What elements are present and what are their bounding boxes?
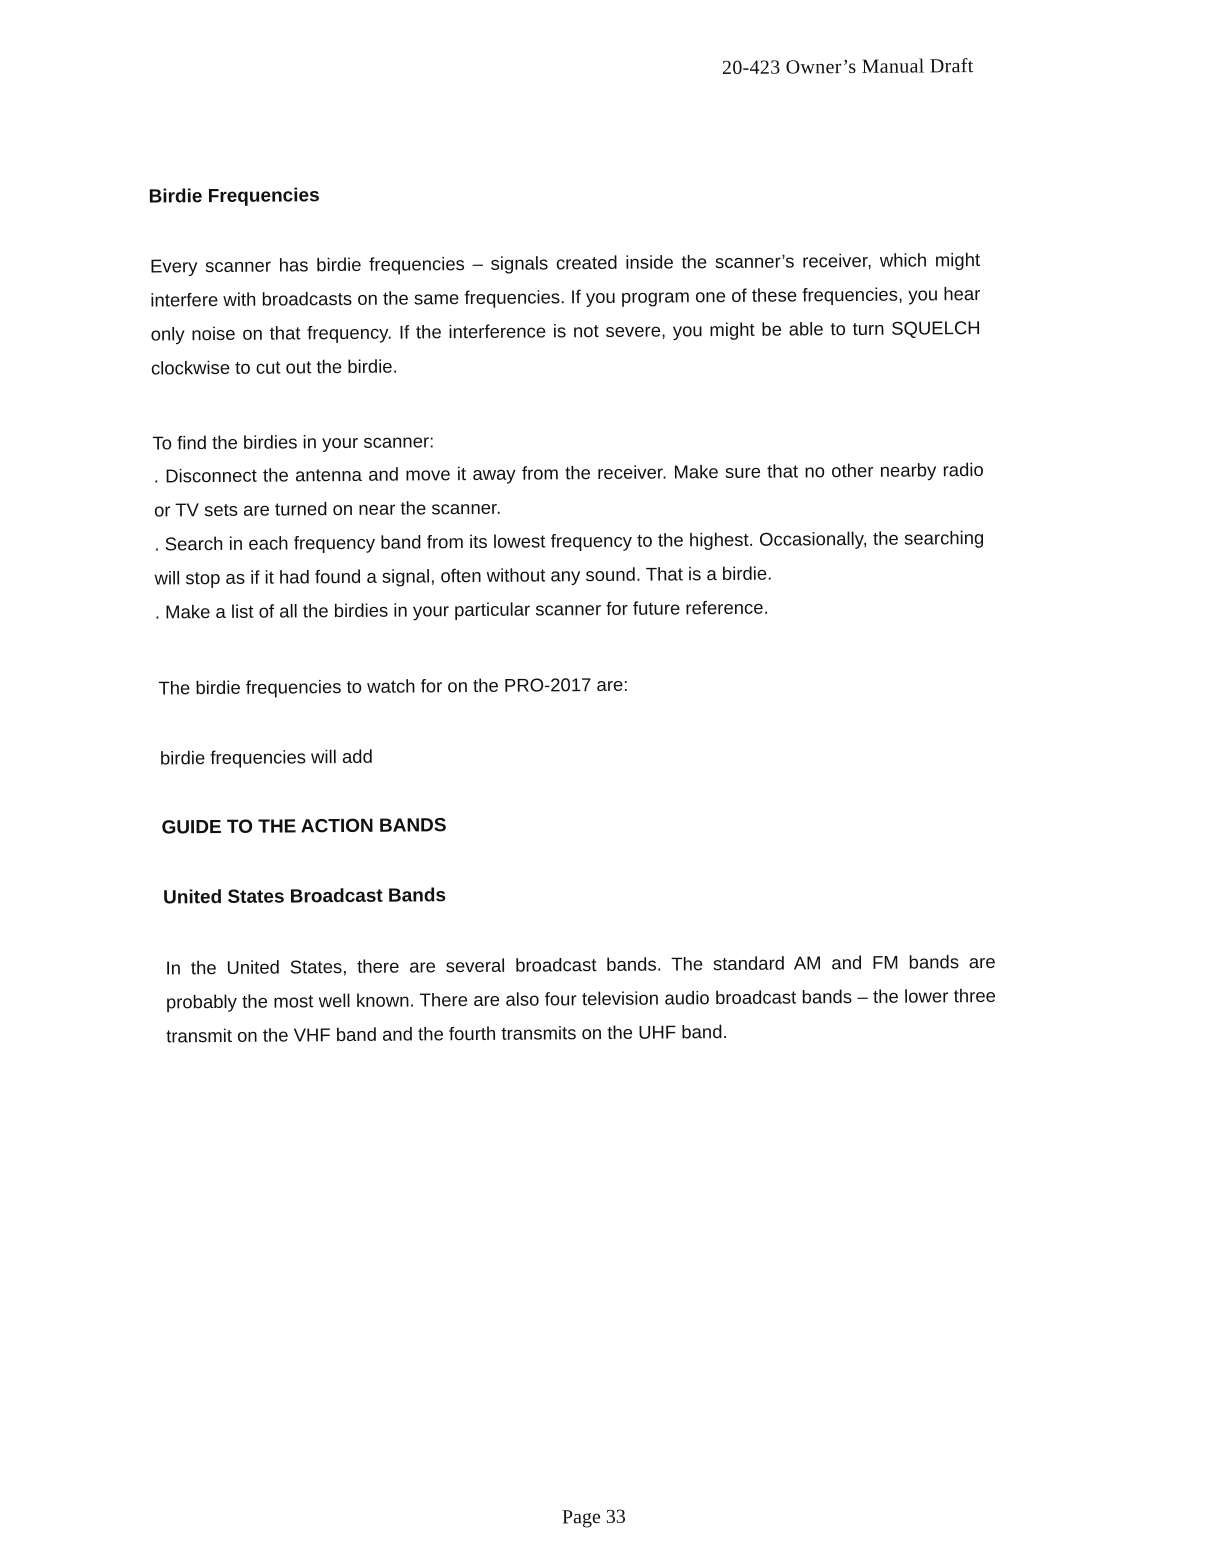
- us-broadcast-paragraph: In the United States, there are several broadcast bands. The standard AM and FM bands are probably the most well known. There are also four television audio broadcast bands – the lower three transmit on the VHF band and the fourth transmits on the UHF band.: [165, 950, 996, 1047]
- page-number: Page 33: [561, 1505, 626, 1529]
- list-item: . Disconnect the antenna and move it away from the receiver. Make sure that no other nearby radio or TV sets are turned on near the scanner.: [153, 458, 984, 521]
- birdie-frequencies-heading: Birdie Frequencies: [148, 185, 320, 208]
- list-item: . Make a list of all the birdies in your particular scanner for future reference.: [154, 596, 769, 623]
- watch-for-line: The birdie frequencies to watch for on the PRO-2017 are:: [158, 673, 629, 699]
- page-header: 20-423 Owner’s Manual Draft: [721, 55, 974, 80]
- birdie-paragraph: Every scanner has birdie frequencies – signals created inside the scanner’s receiver, which might interfere with broadcasts on the same frequencies. If you program one of these frequencies, you hear only noise on that frequency. If the interference is not severe, you might be able to turn SQUELCH clockwise to cut out the birdie.: [150, 248, 981, 379]
- list-item: . Search in each frequency band from its lowest frequency to the highest. Occasionally, the searching will stop as if it had found a signal, often without any sound. That is a birdie.: [154, 526, 985, 589]
- guide-action-bands-heading: GUIDE TO THE ACTION BANDS: [161, 815, 447, 839]
- find-birdies-intro: To find the birdies in your scanner:: [152, 430, 435, 454]
- steps-list: [154, 453, 985, 630]
- us-broadcast-bands-heading: United States Broadcast Bands: [162, 885, 447, 909]
- placeholder-line: birdie frequencies will add: [159, 745, 373, 769]
